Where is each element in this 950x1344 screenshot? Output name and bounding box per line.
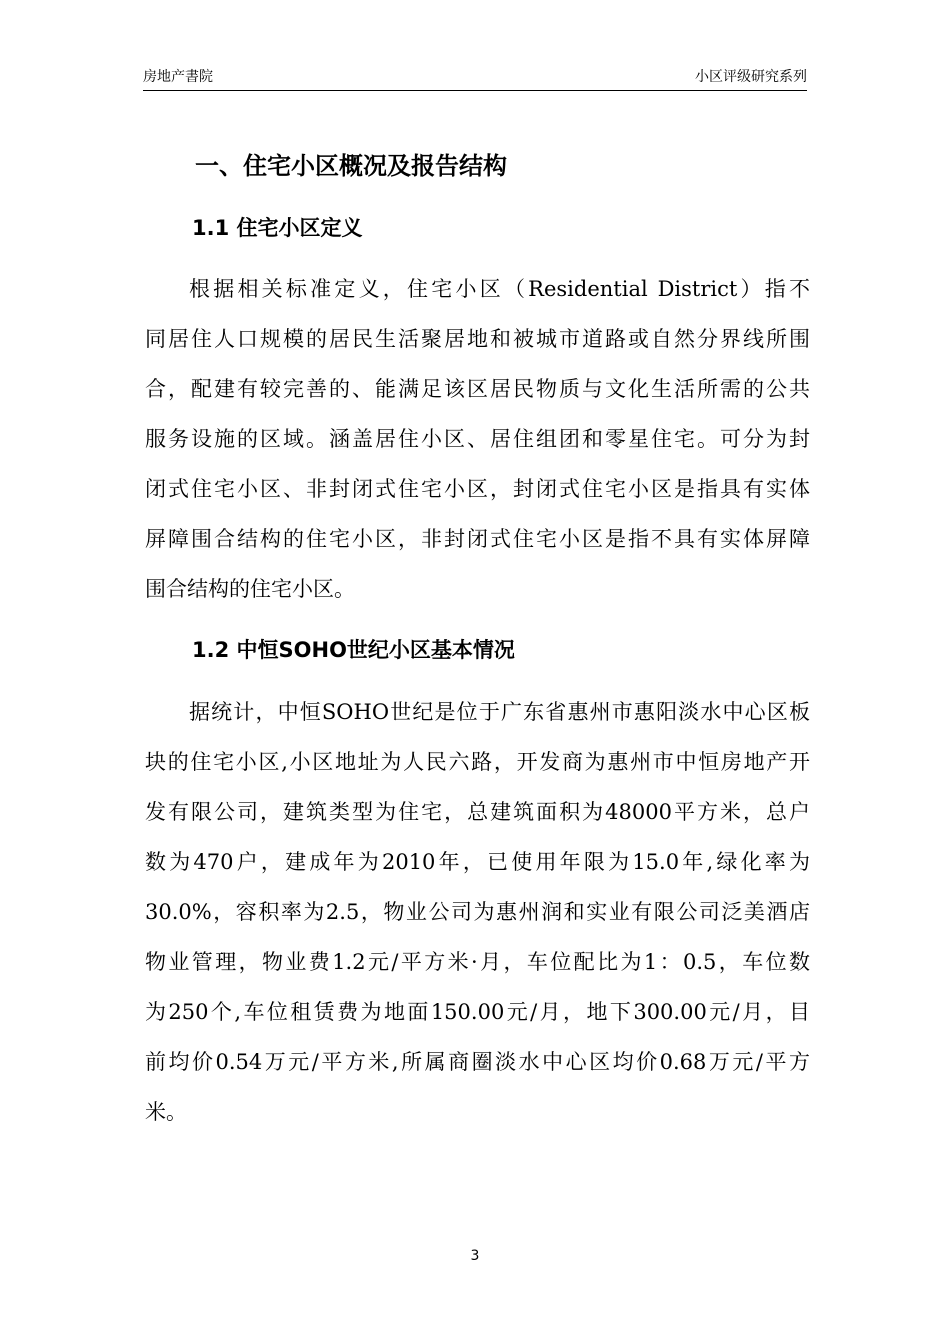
- section-1-1-paragraph: [145, 271, 810, 621]
- paragraph-line: 30.0%，容积率为2.5，物业公司为惠州润和实业有限公司泛美酒店: [145, 900, 810, 924]
- chapter-heading: 一、住宅小区概况及报告结构: [195, 152, 507, 180]
- paragraph-line: 块的住宅小区,小区地址为人民六路，开发商为惠州市中恒房地产开: [145, 750, 810, 774]
- paragraph-line: 米。: [145, 1100, 187, 1124]
- page-number: 3: [470, 1248, 480, 1264]
- paragraph-line: 闭式住宅小区、非封闭式住宅小区，封闭式住宅小区是指具有实体: [145, 477, 810, 501]
- paragraph-line: 发有限公司，建筑类型为住宅，总建筑面积为48000平方米，总户: [145, 800, 810, 824]
- paragraph-line: 围合结构的住宅小区。: [145, 577, 355, 601]
- header-divider: [143, 90, 807, 91]
- header-right-title: 小区评级研究系列: [695, 69, 807, 85]
- paragraph-line: 根据相关标准定义，住宅小区（Residential District）指不: [189, 277, 810, 301]
- section-1-2-heading: 1.2 中恒SOHO世纪小区基本情况: [192, 638, 515, 662]
- paragraph-line: 为250个,车位租赁费为地面150.00元/月，地下300.00元/月，目: [145, 1000, 810, 1024]
- header-left-title: 房地产書院: [143, 69, 213, 85]
- section-1-1-heading: 1.1 住宅小区定义: [192, 216, 363, 240]
- paragraph-line: 据统计，中恒SOHO世纪是位于广东省惠州市惠阳淡水中心区板: [189, 700, 810, 724]
- section-1-2-paragraph: [145, 694, 810, 1144]
- paragraph-line: 屏障围合结构的住宅小区，非封闭式住宅小区是指不具有实体屏障: [145, 527, 810, 551]
- paragraph-line: 同居住人口规模的居民生活聚居地和被城市道路或自然分界线所围: [145, 327, 810, 351]
- paragraph-line: 前均价0.54万元/平方米,所属商圈淡水中心区均价0.68万元/平方: [145, 1050, 810, 1074]
- paragraph-line: 数为470户，建成年为2010年，已使用年限为15.0年,绿化率为: [145, 850, 810, 874]
- paragraph-line: 合，配建有较完善的、能满足该区居民物质与文化生活所需的公共: [145, 377, 810, 401]
- paragraph-line: 服务设施的区域。涵盖居住小区、居住组团和零星住宅。可分为封: [145, 427, 810, 451]
- paragraph-line: 物业管理，物业费1.2元/平方米·月，车位配比为1：0.5，车位数: [145, 950, 810, 974]
